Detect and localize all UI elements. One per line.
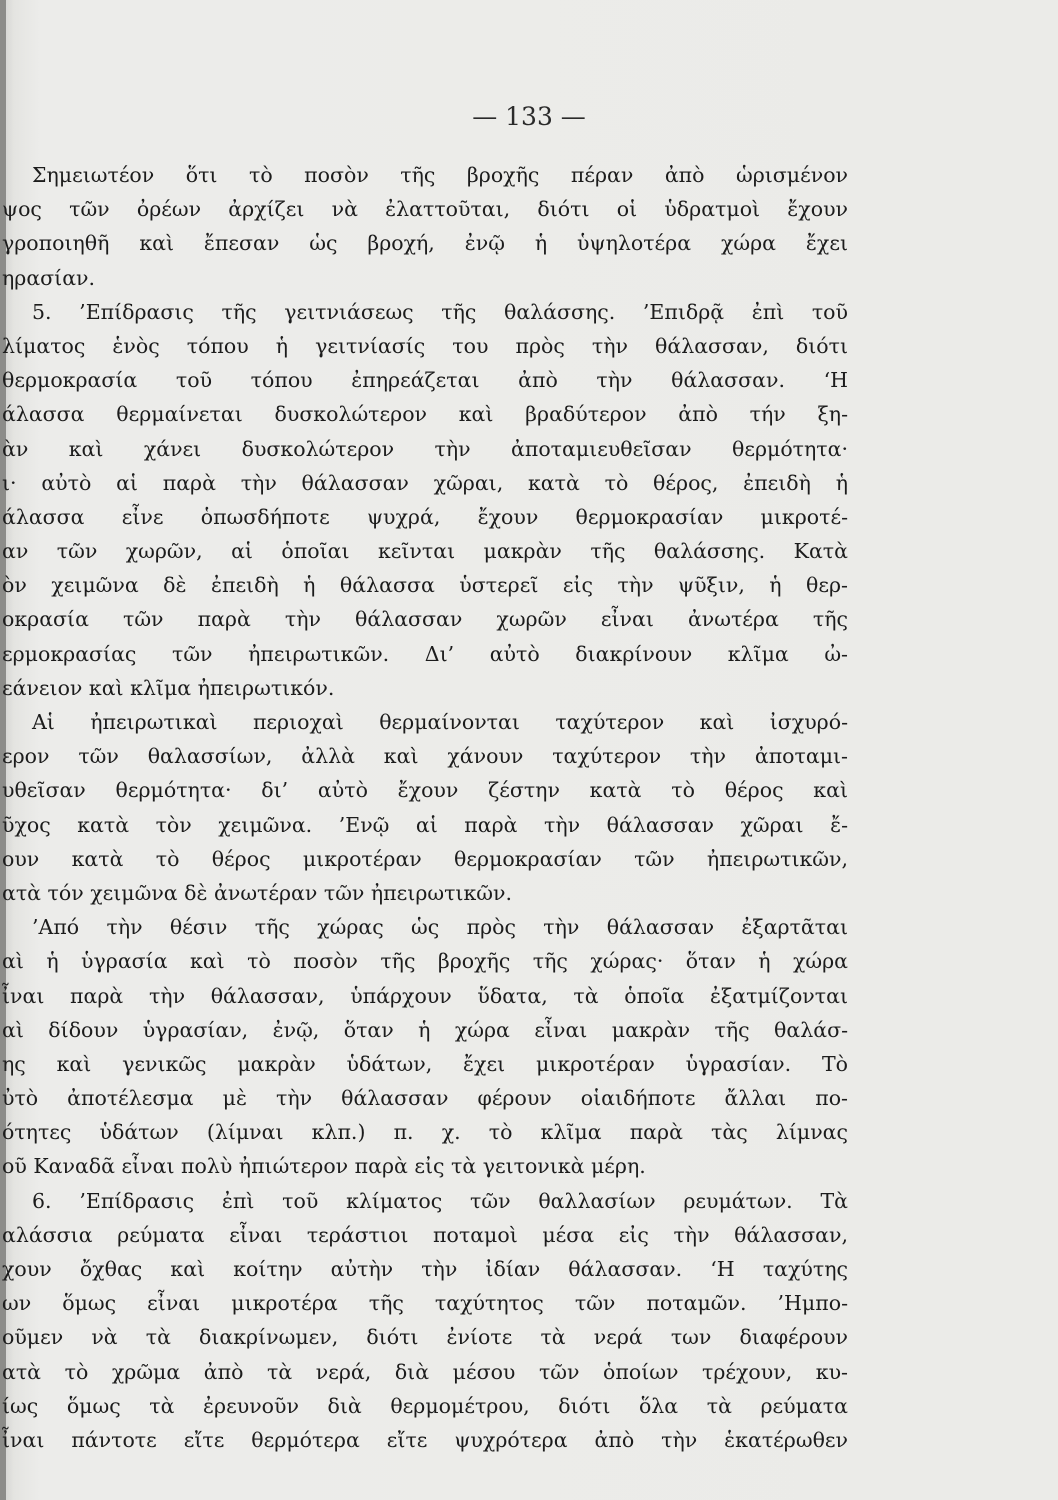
text-line: άλασσα θερμαίνεται δυσκολώτερον καὶ βραδύτερον ἀπὸ τήν ξη- [2, 402, 848, 427]
text-line: ότητες ὑδάτων (λίμναι κλπ.) π. χ. τὸ κλῖμα παρὰ τὰς λίμνας [2, 1120, 848, 1145]
text-line: ἶναι πάντοτε εἴτε θερμότερα εἴτε ψυχρότερα ἀπὸ τὴν ἑκατέρωθεν [2, 1427, 848, 1452]
text-line: Αἱ ἠπειρωτικαὶ περιοχαὶ θερμαίνονται ταχύτερον καὶ ἰσχυρό- [32, 710, 848, 734]
text-line: γροποιηθῆ καὶ ἔπεσαν ὡς βροχή, ἐνῷ ἡ ὑψηλοτέρα χώρα ἔχει [2, 231, 848, 256]
text-line: ι· αὐτὸ αἱ παρὰ τὴν θάλασσαν χῶραι, κατὰ τὸ θέρος, ἐπειδὴ ἡ [2, 470, 848, 495]
text-line: αὶ δίδουν ὑγρασίαν, ἐνῷ, ὅταν ἡ χώρα εἶναι μακρὰν τῆς θαλάσ- [2, 1017, 848, 1042]
text-line: αν τῶν χωρῶν, αἱ ὁποῖαι κεῖνται μακρὰν τῆς θαλάσσης. Κατὰ [2, 539, 848, 564]
text-line: οκρασία τῶν παρὰ τὴν θάλασσαν χωρῶν εἶναι ἀνωτέρα τῆς [2, 607, 848, 632]
text-line: 5. ’Επίδρασις τῆς γειτνιάσεως τῆς θαλάσσης. ’Επιδρᾷ ἐπὶ τοῦ [32, 299, 848, 324]
text-line: ηρασίαν. [2, 265, 96, 290]
text-line: ὸν χειμῶνα δὲ ἐπειδὴ ἡ θάλασσα ὑστερεῖ εἰς τὴν ψῦξιν, ἡ θερ- [2, 573, 848, 598]
text-line: ατὰ τόν χειμῶνα δὲ ἀνωτέραν τῶν ἠπειρωτικῶν. [2, 880, 512, 905]
text-line: αὶ ἡ ὑγρασία καὶ τὸ ποσὸν τῆς βροχῆς τῆς χώρας· ὅταν ἡ χώρα [2, 949, 848, 974]
text-line: ὐτὸ ἀποτέλεσμα μὲ τὴν θάλασσαν φέρουν οἱαιδήποτε ἄλλαι πο- [2, 1086, 848, 1111]
text-line: ψος τῶν ὀρέων ἀρχίζει νὰ ἐλαττοῦται, διότι οἱ ὑδρατμοὶ ἔχουν [2, 197, 848, 222]
text-line: ῦχος κατὰ τὸν χειμῶνα. ’Ενῷ αἱ παρὰ τὴν θάλασσαν χῶραι ἔ- [2, 812, 848, 837]
text-line: Σημειωτέον ὅτι τὸ ποσὸν τῆς βροχῆς πέραν ἀπὸ ὡρισμένον [32, 163, 848, 187]
text-line: υθεῖσαν θερμότητα· δι’ αὐτὸ ἔχουν ζέστην κατὰ τὸ θέρος καὶ [2, 778, 848, 803]
text-line: άλασσα εἶνε ὁπωσδήποτε ψυχρά, ἔχουν θερμοκρασίαν μικροτέ- [2, 504, 848, 529]
text-line: οῦμεν νὰ τὰ διακρίνωμεν, διότι ἐνίοτε τὰ νερά των διαφέρουν [2, 1325, 848, 1350]
text-line: ουν κατὰ τὸ θέρος μικροτέραν θερμοκρασίαν τῶν ἠπειρωτικῶν, [2, 846, 848, 871]
text-line: ερμοκρασίας τῶν ἠπειρωτικῶν. Δι’ αὐτὸ διακρίνουν κλῖμα ὠ- [2, 641, 848, 666]
text-line: ἶναι παρὰ τὴν θάλασσαν, ὑπάρχουν ὕδατα, τὰ ὁποῖα ἐξατμίζονται [2, 983, 848, 1008]
body-text [2, 158, 848, 1457]
text-line: χουν ὄχθας καὶ κοίτην αὐτὴν τὴν ἰδίαν θάλασσαν. ‘Η ταχύτης [2, 1257, 848, 1281]
text-line: 6. ’Επίδρασις ἐπὶ τοῦ κλίματος τῶν θαλλασίων ρευμάτων. Τὰ [32, 1188, 848, 1213]
text-line: εάνειον καὶ κλῖμα ἠπειρωτικόν. [2, 675, 335, 700]
text-line: ’Από τὴν θέσιν τῆς χώρας ὡς πρὸς τὴν θάλασσαν ἐξαρτᾶται [32, 915, 848, 940]
text-line: ατὰ τὸ χρῶμα ἀπὸ τὰ νερά, διὰ μέσου τῶν ὁποίων τρέχουν, κυ- [2, 1359, 848, 1384]
text-line: θερμοκρασία τοῦ τόπου ἐπηρεάζεται ἀπὸ τὴν θάλασσαν. ‘Η [2, 368, 848, 393]
text-line: ων ὅμως εἶναι μικροτέρα τῆς ταχύτητος τῶν ποταμῶν. ’Ημπο- [2, 1291, 848, 1316]
text-line: οῦ Καναδᾶ εἶναι πολὺ ἠπιώτερον παρὰ εἰς τὰ γειτονικὰ μέρη. [2, 1154, 646, 1179]
text-line: αλάσσια ρεύματα εἶναι τεράστιοι ποταμοὶ μέσα εἰς τὴν θάλασσαν, [2, 1222, 848, 1247]
page-number: — 133 — [472, 102, 586, 131]
text-line: ερον τῶν θαλασσίων, ἀλλὰ καὶ χάνουν ταχύτερον τὴν ἀποταμι- [2, 744, 848, 769]
text-line: ης καὶ γενικῶς μακρὰν ὑδάτων, ἔχει μικροτέραν ὑγρασίαν. Τὸ [2, 1051, 848, 1076]
text-line: λίματος ἑνὸς τόπου ἡ γειτνίασίς του πρὸς τὴν θάλασσαν, διότι [2, 333, 848, 358]
text-line: ίως ὅμως τὰ ἐρευνοῦν διὰ θερμομέτρου, διότι ὅλα τὰ ρεύματα [2, 1393, 848, 1418]
text-line: ὰν καὶ χάνει δυσκολώτερον τὴν ἀποταμιευθεῖσαν θερμότητα· [2, 436, 848, 461]
